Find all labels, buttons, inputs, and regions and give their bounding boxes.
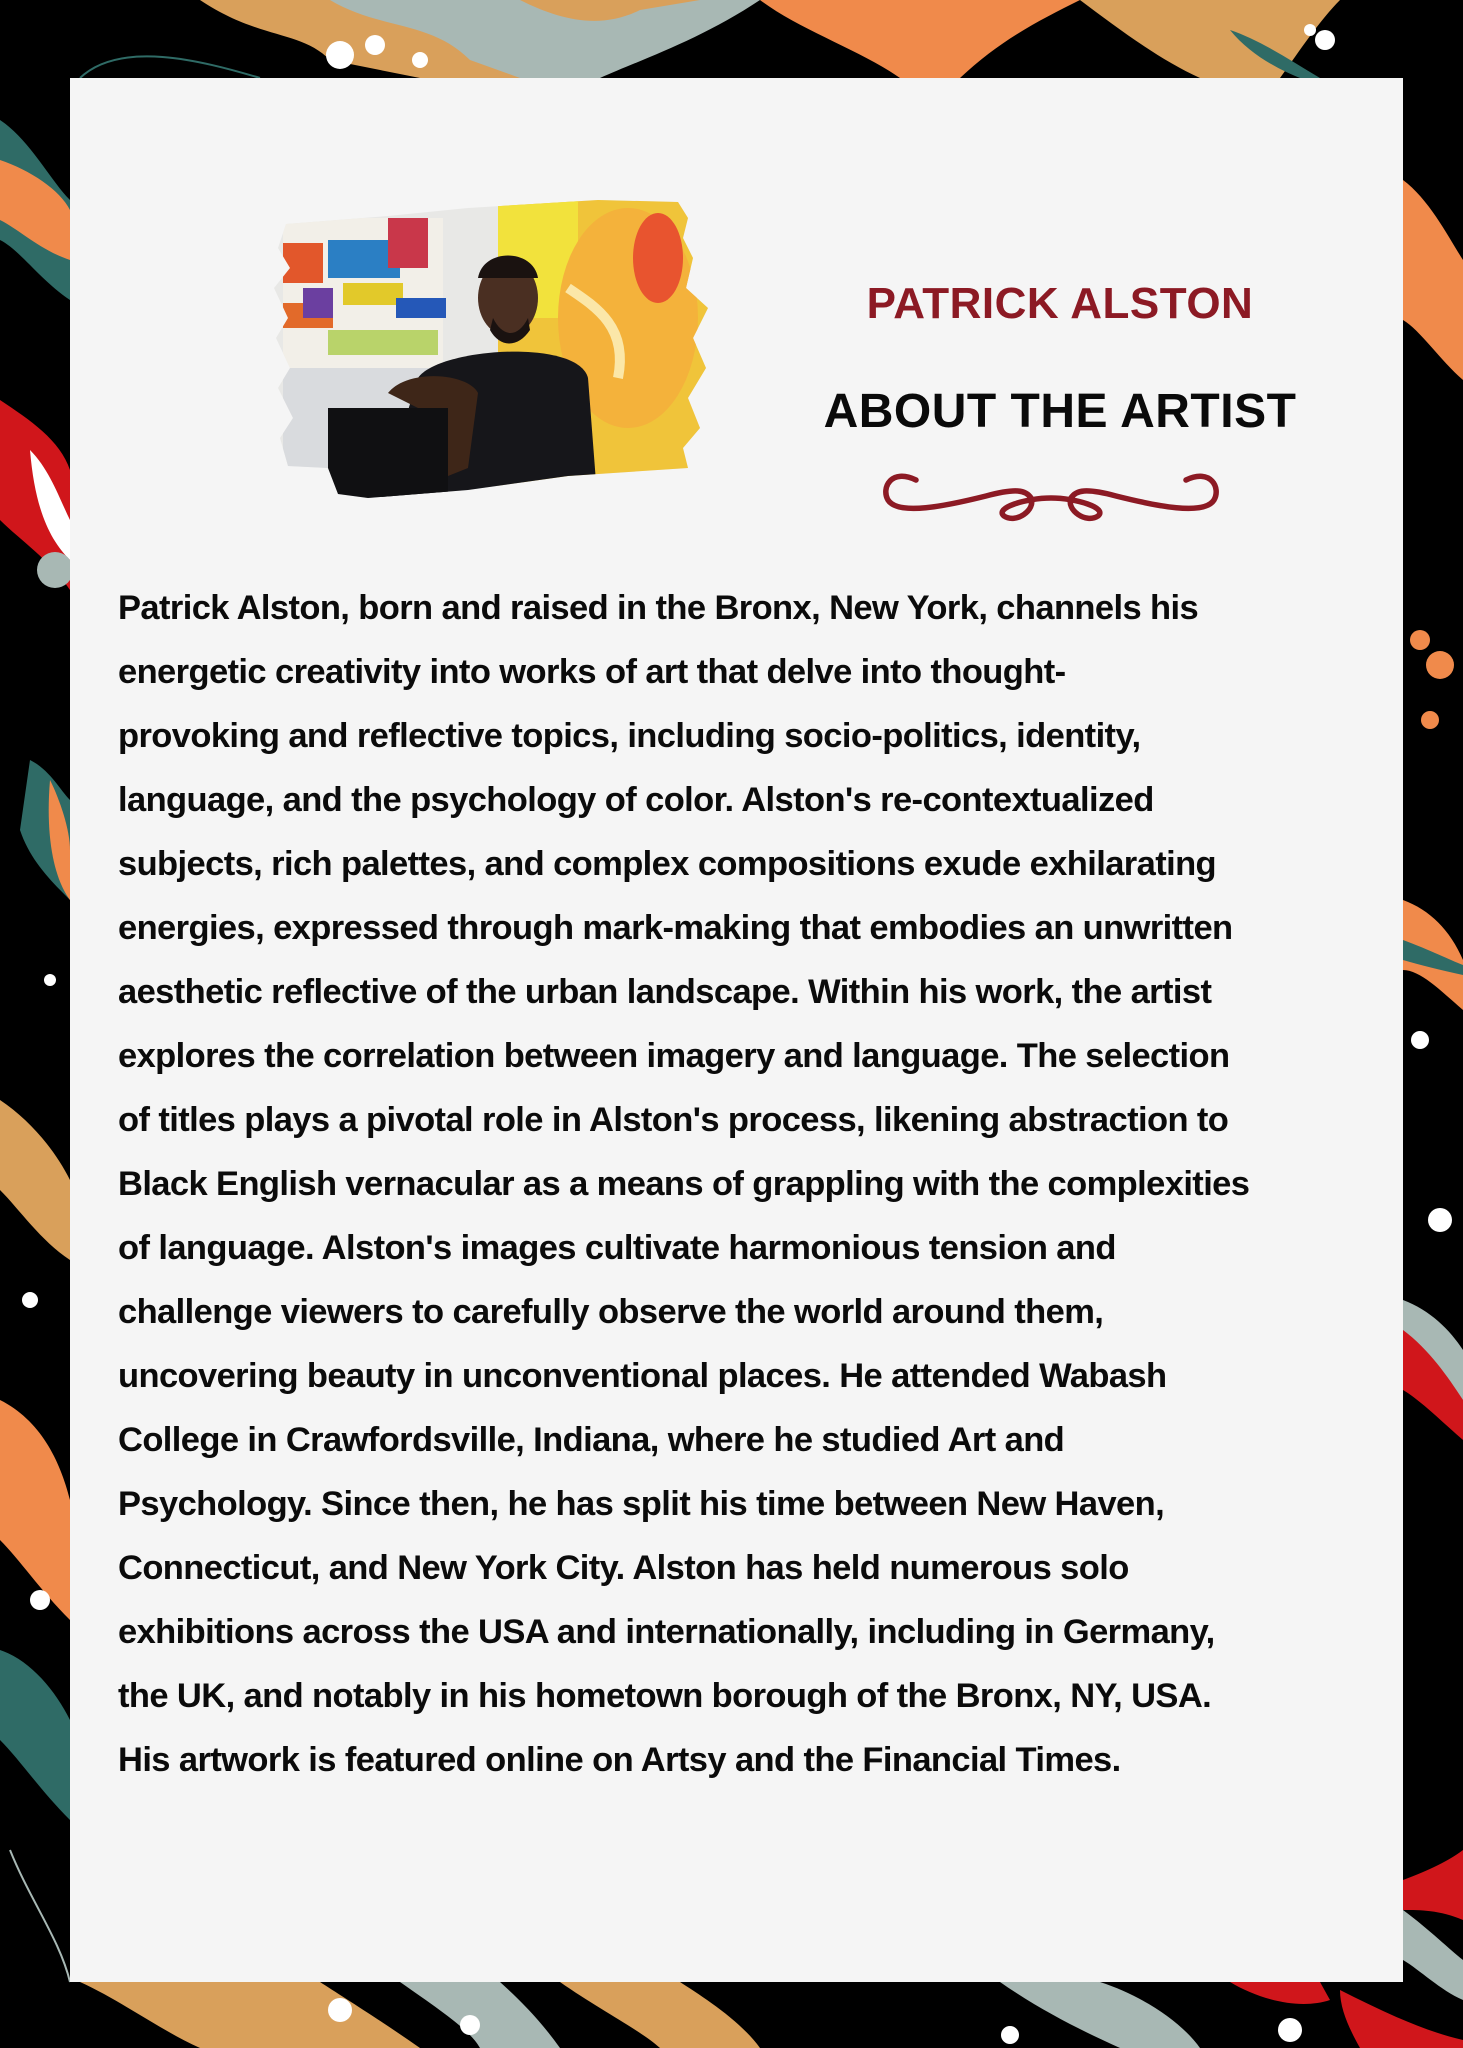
bio-line: explores the correlation between imagery and language. The selection — [118, 1037, 1230, 1075]
bio-line: challenge viewers to carefully observe the world around them, — [118, 1293, 1104, 1331]
artist-name-heading: PATRICK ALSTON — [866, 279, 1254, 329]
bio-line: energies, expressed through mark-making that embodies an unwritten — [118, 909, 1233, 947]
bio-line: Psychology. Since then, he has split his time between New Haven, — [118, 1485, 1165, 1523]
bio-line: uncovering beauty in unconventional places. He attended Wabash — [118, 1357, 1167, 1395]
bio-line: Connecticut, and New York City. Alston has held numerous solo — [118, 1549, 1129, 1587]
bio-line: subjects, rich palettes, and complex compositions exude exhilarating — [118, 845, 1217, 883]
bio-line: energetic creativity into works of art that delve into thought- — [118, 653, 1066, 691]
bio-line: the UK, and notably in his hometown borough of the Bronx, NY, USA. — [118, 1677, 1212, 1715]
bio-line: His artwork is featured online on Artsy and the Financial Times. — [118, 1741, 1121, 1779]
artist-biography — [118, 576, 1438, 1792]
artist-bio-card — [70, 78, 1403, 1982]
about-the-artist-heading: ABOUT THE ARTIST — [823, 384, 1297, 438]
bio-line: provoking and reflective topics, including socio-politics, identity, — [118, 717, 1141, 755]
bio-line: of titles plays a pivotal role in Alston's process, likening abstraction to — [118, 1101, 1229, 1139]
bio-line: exhibitions across the USA and internationally, including in Germany, — [118, 1613, 1215, 1651]
bio-line: of language. Alston's images cultivate harmonious tension and — [118, 1229, 1116, 1267]
bio-line: Black English vernacular as a means of grappling with the complexities — [118, 1165, 1250, 1203]
artist-photo — [268, 178, 714, 508]
bio-line: Patrick Alston, born and raised in the Bronx, New York, channels his — [118, 589, 1199, 627]
artist-portrait-image — [268, 178, 714, 508]
decorative-flourish-icon — [876, 458, 1226, 528]
bio-line: language, and the psychology of color. Alston's re-contextualized — [118, 781, 1154, 819]
bio-line: aesthetic reflective of the urban landscape. Within his work, the artist — [118, 973, 1212, 1011]
bio-line: College in Crawfordsville, Indiana, where he studied Art and — [118, 1421, 1065, 1459]
